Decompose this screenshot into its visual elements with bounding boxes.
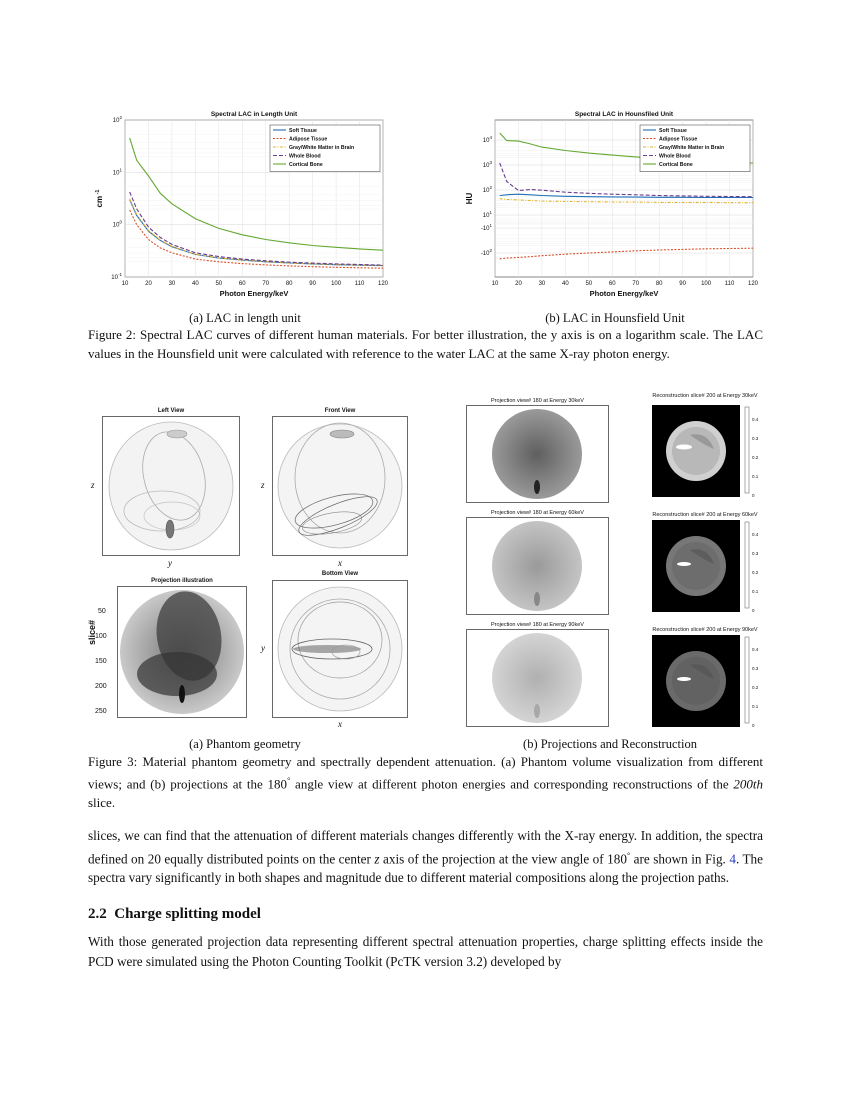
chart-a-legend-label: Gray/White Matter in Brain	[289, 145, 355, 151]
chart-b-xtick-10: 10	[491, 281, 499, 287]
figure-4-link[interactable]: 4	[729, 850, 736, 866]
left-view-ylabel: z	[91, 480, 95, 490]
chart-a-xtick-100: 100	[331, 281, 342, 287]
chart-b-ylabel: HU	[465, 192, 474, 205]
chart-a-legend	[270, 125, 380, 172]
chart-a-xtick-90: 90	[309, 281, 316, 287]
chart-a-xlabel: Photon Energy/keV	[219, 289, 289, 298]
chart-b-xtick-90: 90	[679, 281, 686, 287]
chart-a-xtick-70: 70	[262, 281, 270, 287]
reconstruction-30kev-title: Reconstruction slice# 200 at Energy 30keV	[652, 393, 758, 399]
subcaption-fig2a: (a) LAC in length unit	[189, 311, 301, 325]
chart-b-xlabel: Photon Energy/keV	[589, 289, 659, 298]
chart-b-legend-label: Gray/White Matter in Brain	[659, 145, 725, 151]
chart-a-xtick-80: 80	[285, 281, 293, 287]
chart-b-xtick-80: 80	[655, 281, 663, 287]
colorbar-ticks-60kev: 0.4 0.3 0.2 0.1 0	[752, 532, 759, 613]
left-view-title: Left View	[157, 408, 185, 414]
chart-b-xtick-50: 50	[585, 281, 593, 287]
chart-b-legend-label: Whole Blood	[659, 153, 691, 160]
projection-illustration-title: Projection illustration	[151, 578, 213, 584]
reconstruction-60kev-title: Reconstruction slice# 200 at Energy 60keV	[652, 512, 758, 518]
bottom-view-title: Bottom View	[321, 571, 359, 577]
front-view-title: Front View	[324, 408, 356, 414]
chart-a-xtick-120: 120	[377, 281, 389, 287]
chart-b-xtick-100: 100	[701, 281, 712, 287]
proj-ytick-100: 100	[95, 633, 107, 640]
chart-b-ytick-4: $-10^1$	[480, 223, 492, 232]
projection-30kev-image	[466, 405, 609, 503]
bottom-view-plot	[272, 580, 408, 718]
proj-ytick-250: 250	[95, 708, 107, 715]
section-heading: 2.2 Charge splitting model	[88, 906, 261, 922]
chart-a-ylabel: cm $^{-1}$	[95, 189, 104, 208]
chart-b-title: Spectral LAC in Hounsfiled Unit	[574, 111, 674, 118]
chart-a-xtick-10: 10	[121, 281, 129, 287]
chart-b-xtick-70: 70	[632, 281, 640, 287]
figure2-caption: Figure 2: Spectral LAC curves of different human materials. For better illustration, the y axis is on a logarithm scale. The LAC values in the Hounsfield unit were calculated with reference to the water LAC at the same X-ray photon energy.	[88, 327, 763, 361]
chart-b-legend	[640, 125, 750, 172]
chart-a-ytick-0: $10^2$	[112, 115, 122, 124]
reconstruction-60kev-image	[652, 520, 764, 612]
figure3-caption: Figure 3: Material phantom geometry and spectrally dependent attenuation. (a) Phantom volume visualization from different views; and (b) projections at the 180° angle view at different photon energies and corresponding reconstructions of the 200th slice.	[88, 754, 763, 811]
body-paragraph-2: With those generated projection data representing different spectral attenuation properties, charge splitting effects inside the PCD were simulated using the Photon Counting Toolkit (PcTK version 3.2) developed by	[88, 934, 763, 969]
chart-a-legend-label: Cortical Bone	[289, 162, 323, 168]
chart-a-xtick-20: 20	[145, 281, 152, 287]
proj-ytick-50: 50	[98, 608, 106, 615]
subcaption-fig3b: (b) Projections and Reconstruction	[523, 737, 697, 751]
chart-a-xtick-60: 60	[238, 281, 246, 287]
chart-b-xtick-30: 30	[538, 281, 546, 287]
chart-b-xtick-20: 20	[515, 281, 522, 287]
chart-b-xtick-60: 60	[608, 281, 616, 287]
left-view-xlabel: y	[168, 558, 172, 568]
chart-a-xtick-40: 40	[192, 281, 199, 287]
chart-b-legend-label: Adipose Tissue	[659, 136, 698, 143]
reconstruction-90kev-title: Reconstruction slice# 200 at Energy 90keV	[652, 627, 758, 633]
reconstruction-30kev-image	[652, 405, 764, 497]
chart-a-ytick-1: $10^1$	[112, 167, 122, 177]
chart-a-xtick-110: 110	[354, 281, 365, 287]
subcaption-fig2b: (b) LAC in Hounsfield Unit	[545, 311, 685, 325]
chart-b-ytick-2: $10^2$	[482, 185, 492, 194]
left-view-plot	[102, 416, 240, 556]
colorbar-ticks-30kev: 0.4 0.3 0.2 0.1 0	[752, 417, 759, 498]
chart-a-legend-label: Whole Blood	[289, 153, 321, 160]
chart-a-legend-label: Soft Tissue	[289, 128, 317, 134]
projection-illustration-plot	[117, 586, 247, 718]
chart-b-ytick-3: $10^1$	[482, 210, 492, 219]
colorbar-ticks-90kev: 0.4 0.3 0.2 0.1 0	[752, 647, 759, 728]
chart-lac-hu	[460, 105, 770, 300]
projection-illustration-ylabel: slice#	[87, 619, 97, 645]
proj-ytick-150: 150	[95, 658, 107, 665]
chart-lac-length	[90, 105, 400, 300]
projection-60kev-image	[466, 517, 609, 615]
front-view-ylabel: z	[261, 480, 265, 490]
chart-b-legend-label: Soft Tissue	[659, 128, 687, 134]
proj-ytick-200: 200	[95, 683, 107, 690]
front-view-plot	[272, 416, 408, 556]
bottom-view-xlabel: x	[338, 719, 342, 729]
chart-b-ytick-1: $10^3$	[482, 160, 492, 169]
chart-b-legend-label: Cortical Bone	[659, 162, 693, 168]
chart-a-legend-label: Adipose Tissue	[289, 136, 328, 143]
chart-a-xtick-50: 50	[215, 281, 223, 287]
bottom-view-ylabel: y	[261, 643, 265, 653]
projection-30kev-title: Projection view# 180 at Energy 30keV	[491, 398, 584, 404]
body-paragraph-1: slices, we can find that the attenuation of different materials changes differently with the X-ray energy. In addition, the spectra defined on 20 equally distributed points on the center z axis of the projection at the view angle of 180° are shown in Fig. 4. The spectra vary significantly in both shapes and magnitude due to different material compositions along the projection paths.	[88, 828, 763, 886]
projection-60kev-title: Projection view# 180 at Energy 60keV	[491, 510, 584, 516]
chart-b-xtick-120: 120	[747, 281, 759, 287]
projection-90kev-title: Projection view# 180 at Energy 90keV	[491, 622, 584, 628]
chart-a-title: Spectral LAC in Length Unit	[210, 111, 298, 118]
projection-90kev-image	[466, 629, 609, 727]
chart-b-xtick-40: 40	[562, 281, 569, 287]
chart-a-ytick-2: $10^0$	[112, 219, 122, 229]
reconstruction-90kev-image	[652, 635, 764, 727]
chart-a-ytick-3: $10^{-1}$	[111, 272, 122, 281]
chart-a-xtick-30: 30	[168, 281, 176, 287]
chart-b-xtick-110: 110	[724, 281, 735, 287]
subcaption-fig3a: (a) Phantom geometry	[189, 737, 301, 751]
chart-b-ytick-5: $-10^2$	[480, 248, 492, 257]
chart-b-ytick-0: $10^4$	[482, 135, 492, 144]
front-view-xlabel: x	[338, 558, 342, 568]
